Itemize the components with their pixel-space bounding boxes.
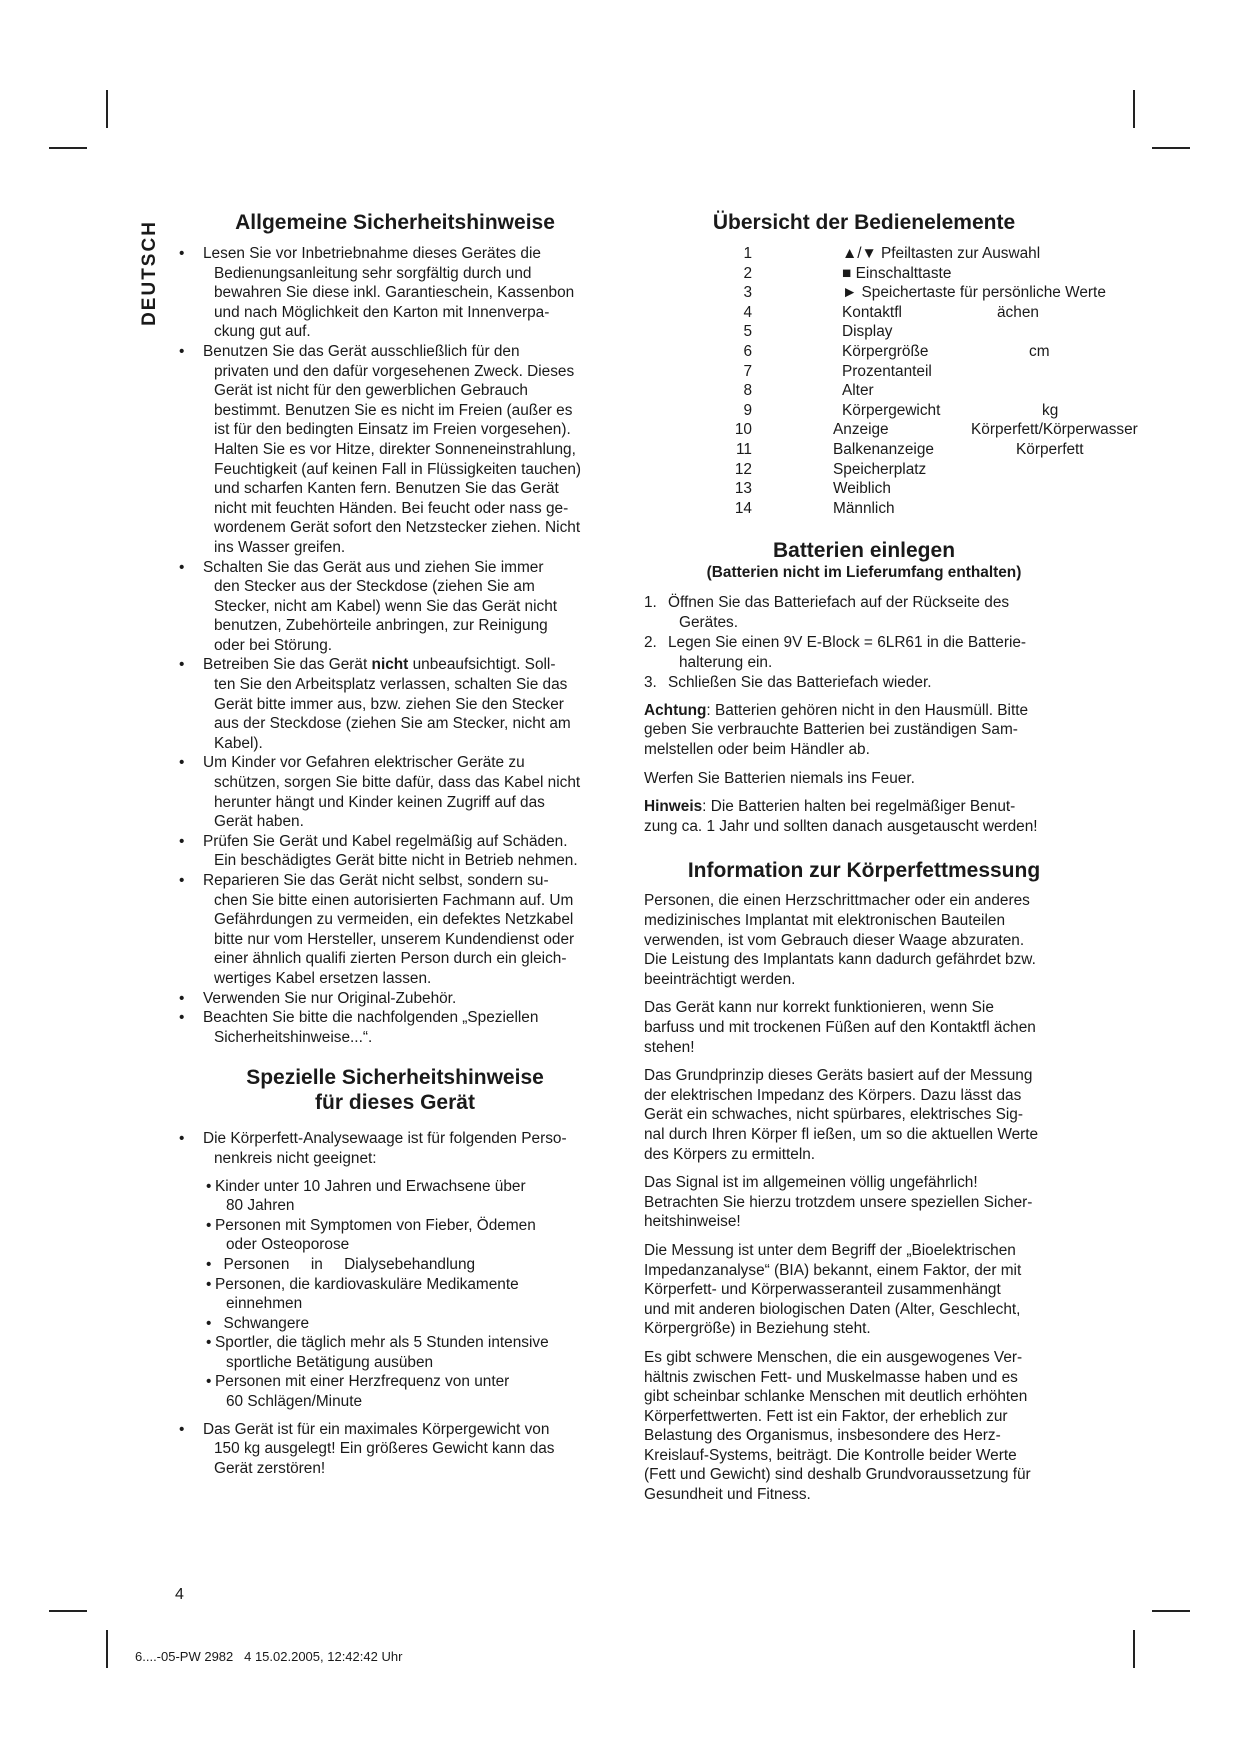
text-line bbox=[644, 740, 1084, 760]
list-item bbox=[175, 1177, 615, 1216]
list-item bbox=[175, 342, 615, 558]
row-label: Männlich bbox=[833, 499, 895, 517]
text-line: Feuchtigkeit (auf keinen Fall in Flüssigkeiten tauchen) bbox=[214, 460, 582, 478]
text-line: Körperfett- und Körperwasseranteil zusammenhängt bbox=[644, 1281, 1001, 1299]
text-line: Legen Sie einen 9V E-Block = 6LR61 in die Batterie- bbox=[668, 634, 1027, 652]
right-column bbox=[644, 210, 1138, 1514]
list-item bbox=[644, 593, 1084, 632]
row-label: Anzeige bbox=[833, 421, 889, 439]
battery-steps bbox=[644, 593, 1084, 693]
row-number: 12 bbox=[734, 460, 752, 478]
text-line: Gerät zerstören! bbox=[214, 1459, 326, 1477]
info-paragraph bbox=[644, 1066, 1084, 1164]
text-line: Halten Sie es vor Hitze, direkter Sonneneinstrahlung, bbox=[214, 440, 576, 458]
text-line: • Schwangere bbox=[215, 1314, 310, 1332]
row-extra: kg bbox=[1042, 401, 1059, 419]
text-line: verwenden, ist vom Gebrauch dieser Waage abzuraten. bbox=[644, 931, 1025, 949]
text-line: nenkreis nicht geeignet: bbox=[214, 1149, 377, 1167]
row-label: Alter bbox=[842, 382, 874, 400]
text-line: Kabel). bbox=[214, 734, 263, 752]
crop-mark bbox=[1152, 1610, 1190, 1612]
info-heading: Information zur Körperfettmessung bbox=[687, 859, 1041, 883]
list-item bbox=[175, 989, 615, 1009]
row-number: 4 bbox=[743, 303, 752, 321]
special-safety-list bbox=[175, 1129, 615, 1168]
crop-mark bbox=[1133, 90, 1135, 128]
text-line: • Personen in Dialysebehandlung bbox=[215, 1255, 476, 1273]
overview-row bbox=[644, 264, 1084, 284]
text-line: Sicherheitshinweise...“. bbox=[214, 1028, 373, 1046]
list-item bbox=[175, 1129, 615, 1168]
text-line: Gerät ein schwaches, nicht spürbares, elektrisches Sig- bbox=[644, 1106, 1023, 1124]
list-item bbox=[644, 673, 1084, 693]
batteries-subheading: (Batterien nicht im Lieferumfang enthalten) bbox=[706, 564, 1022, 582]
row-number: 1 bbox=[743, 245, 752, 262]
general-safety-heading: Allgemeine Sicherheitshinweise bbox=[235, 211, 555, 234]
text-line: des Körpers zu ermitteln. bbox=[644, 1145, 816, 1163]
left-column bbox=[175, 210, 615, 1478]
row-number: 8 bbox=[743, 382, 752, 400]
info-paragraph bbox=[644, 998, 1084, 1057]
text-line bbox=[644, 817, 1084, 837]
list-item bbox=[175, 558, 615, 656]
text-line: • Personen, die kardiovaskuläre Medikamente bbox=[215, 1275, 519, 1293]
list-item bbox=[175, 1333, 615, 1372]
crop-mark bbox=[49, 1610, 87, 1612]
overview-row bbox=[644, 342, 1084, 362]
list-item bbox=[175, 832, 615, 871]
text-fragment: : Die Batterien halten bei regelmäßiger Benut- bbox=[702, 798, 1016, 816]
text-line: Ein beschädigtes Gerät bitte nicht in Betrieb nehmen. bbox=[214, 852, 578, 870]
overview-row bbox=[644, 440, 1084, 460]
overview-row bbox=[644, 283, 1106, 303]
row-number: 13 bbox=[734, 480, 752, 498]
text-line: Schließen Sie das Batteriefach wieder. bbox=[668, 674, 932, 692]
text-line: Betrachten Sie hierzu trotzdem unsere speziellen Sicher- bbox=[644, 1193, 1033, 1211]
text-line: 80 Jahren bbox=[226, 1197, 295, 1215]
row-number: 7 bbox=[743, 362, 752, 380]
text-line: Gerätes. bbox=[679, 613, 739, 631]
text-fragment: geben Sie verbrauchte Batterien bei zuständigen Sam- bbox=[644, 721, 1018, 739]
print-footer: 6....-05-PW 2982 4 15.02.2005, 12:42:42 Uhr bbox=[135, 1649, 403, 1664]
text-line: beeinträchtigt werden. bbox=[644, 970, 796, 988]
text-line: Gerät haben. bbox=[214, 813, 304, 831]
batteries-heading: Batterien einlegen bbox=[772, 539, 956, 563]
text-line: oder Osteoporose bbox=[226, 1236, 350, 1254]
row-label: ■ Einschalttaste bbox=[842, 264, 952, 282]
text-line: und scharfen Kanten fern. Benutzen Sie das Gerät bbox=[214, 480, 559, 498]
row-extra: Körperfett/Körperwasser bbox=[971, 421, 1138, 439]
text-line: wordenem Gerät sofort den Netzstecker ziehen. Nicht bbox=[214, 519, 581, 537]
text-fragment: Betreiben Sie das Gerät bbox=[203, 656, 372, 674]
attention-note bbox=[644, 701, 1084, 760]
text-line: 150 kg ausgelegt! Ein größeres Gewicht kann das bbox=[214, 1440, 555, 1458]
list-item bbox=[175, 655, 615, 753]
list-item bbox=[175, 1008, 615, 1047]
page-number: 4 bbox=[175, 1586, 184, 1603]
text-line: • Sportler, die täglich mehr als 5 Stunden intensive bbox=[215, 1334, 549, 1352]
step-number: 1. bbox=[644, 593, 657, 611]
info-paragraph bbox=[644, 1348, 1084, 1505]
row-label: Körpergewicht bbox=[842, 401, 941, 419]
text-line: • Das Gerät ist für ein maximales Körpergewicht von bbox=[203, 1420, 550, 1438]
list-item bbox=[175, 1255, 615, 1275]
emphasis: nicht bbox=[371, 656, 409, 674]
text-line: privaten und den dafür vorgesehenen Zweck. Dieses bbox=[214, 362, 575, 380]
overview-row bbox=[644, 420, 1138, 440]
overview-row bbox=[644, 460, 1084, 480]
text-line: Gerät bitte immer aus, bzw. ziehen Sie den Stecker bbox=[214, 695, 564, 713]
row-label: Körpergröße bbox=[842, 342, 929, 360]
text-line: ist für den bedingten Einsatz im Freien vorgesehen). bbox=[214, 421, 571, 439]
list-item bbox=[175, 1314, 615, 1334]
text-line: • Um Kinder vor Gefahren elektrischer Geräte zu bbox=[203, 754, 525, 772]
row-extra: cm bbox=[1029, 342, 1050, 360]
row-label: ▲/▼ Pfeiltasten zur Auswahl bbox=[842, 245, 1041, 262]
text-line: barfuss und mit trockenen Füßen auf den Kontaktfl ächen bbox=[644, 1019, 1036, 1036]
special-heading-line: Spezielle Sicherheitshinweise bbox=[246, 1066, 544, 1090]
text-line: aus der Steckdose (ziehen Sie am Stecker, nicht am bbox=[214, 715, 571, 733]
text-line: (Fett und Gewicht) sind deshalb Grundvoraussetzung für bbox=[644, 1466, 1031, 1484]
language-label: DEUTSCH bbox=[139, 220, 160, 326]
text-line: stehen! bbox=[644, 1038, 695, 1056]
language-tab bbox=[135, 213, 165, 333]
text-fragment: unbeaufsichtigt. Soll- bbox=[408, 656, 556, 674]
overview-row bbox=[644, 381, 1084, 401]
overview-row bbox=[644, 244, 1084, 264]
text-line: oder bei Störung. bbox=[214, 636, 333, 654]
overview-heading: Übersicht der Bedienelemente bbox=[712, 211, 1016, 234]
note-label: Achtung bbox=[644, 701, 707, 719]
text-line: sportliche Betätigung ausüben bbox=[226, 1353, 434, 1371]
text-line: benutzen, Zubehörteile anbringen, zur Reinigung bbox=[214, 617, 548, 635]
info-paragraph bbox=[644, 1173, 1084, 1232]
list-item bbox=[175, 244, 615, 342]
text-line: einnehmen bbox=[226, 1295, 303, 1313]
text-line: heitshinweise! bbox=[644, 1213, 741, 1231]
unsuitable-persons-list bbox=[175, 1177, 615, 1412]
overview-row bbox=[644, 362, 1084, 382]
row-number: 5 bbox=[743, 323, 752, 341]
text-line: ten Sie den Arbeitsplatz verlassen, schalten Sie das bbox=[214, 676, 568, 694]
overview-row bbox=[644, 303, 1084, 323]
text-line: ckung gut auf. bbox=[214, 323, 311, 341]
text-line bbox=[644, 720, 1084, 740]
row-number: 11 bbox=[736, 440, 752, 458]
crop-mark bbox=[49, 147, 87, 149]
text-line: und nach Möglichkeit den Karton mit Innenverpa- bbox=[214, 303, 550, 321]
list-item bbox=[175, 1420, 615, 1479]
text-line: nal durch Ihren Körper fl ießen, um so die aktuellen Werte bbox=[644, 1125, 1039, 1143]
text-line: Gesundheit und Fitness. bbox=[644, 1486, 811, 1504]
text-line: nicht mit feuchten Händen. Bei feucht oder nass ge- bbox=[214, 499, 569, 517]
row-label: Display bbox=[842, 323, 893, 341]
list-item bbox=[175, 753, 615, 831]
text-line: Körperfettwerten. Fett ist ein Faktor, der erheblich zur bbox=[644, 1407, 1008, 1425]
text-line: medizinisches Implantat mit elektronischen Bauteilen bbox=[644, 912, 1006, 930]
row-label: Balkenanzeige bbox=[833, 440, 934, 458]
text-line: ins Wasser greifen. bbox=[214, 538, 346, 556]
text-line: • Beachten Sie bitte die nachfolgenden „Speziellen bbox=[203, 1009, 539, 1027]
list-item bbox=[175, 1216, 615, 1255]
row-extra: ächen bbox=[997, 303, 1039, 321]
special-safety-list-final bbox=[175, 1420, 615, 1479]
row-label: ► Speichertaste für persönliche Werte bbox=[842, 284, 1106, 302]
overview-row bbox=[644, 499, 1084, 519]
list-item bbox=[175, 1372, 615, 1411]
text-line: Das Gerät kann nur korrekt funktionieren, wenn Sie bbox=[644, 999, 994, 1017]
text-line: • Schalten Sie das Gerät aus und ziehen Sie immer bbox=[203, 558, 544, 576]
text-line: Kreislauf-Systems, beiträgt. Die Kontrolle beider Werte bbox=[644, 1446, 1017, 1464]
text-line: • Lesen Sie vor Inbetriebnahme dieses Gerätes die bbox=[203, 245, 541, 262]
text-line: • Die Körperfett-Analysewaage ist für folgenden Perso- bbox=[203, 1130, 567, 1148]
text-line: Personen, die einen Herzschrittmacher oder ein anderes bbox=[644, 892, 1030, 910]
row-number: 6 bbox=[743, 342, 752, 360]
text-fragment: melstellen oder beim Händler ab. bbox=[644, 741, 870, 759]
text-line: schützen, sorgen Sie bitte dafür, dass das Kabel nicht bbox=[214, 774, 581, 792]
crop-mark bbox=[106, 1630, 108, 1668]
hint-note bbox=[644, 797, 1084, 836]
text-line: Belastung des Organismus, insbesondere des Herz- bbox=[644, 1427, 1001, 1445]
text-line: Stecker, nicht am Kabel) wenn Sie das Gerät nicht bbox=[214, 597, 558, 615]
general-safety-list bbox=[175, 244, 615, 1047]
text-line: bewahren Sie diese inkl. Garantieschein, Kassenbon bbox=[214, 284, 575, 302]
note-label: Hinweis bbox=[644, 798, 703, 816]
row-label: Prozentanteil bbox=[842, 362, 932, 380]
list-item bbox=[644, 633, 1084, 672]
text-line: den Stecker aus der Steckdose (ziehen Sie am bbox=[214, 578, 535, 596]
text-line: bestimmt. Benutzen Sie es nicht im Freien (außer es bbox=[214, 401, 573, 419]
overview-row bbox=[644, 322, 1084, 342]
text-line: Die Leistung des Implantats kann dadurch gefährdet bzw. bbox=[644, 951, 1036, 969]
text-line: hältnis zwischen Fett- und Muskelmasse haben und es bbox=[644, 1368, 1018, 1386]
overview-row bbox=[644, 479, 1084, 499]
text-line: chen Sie bitte einen autorisierten Fachmann auf. Um bbox=[214, 891, 574, 909]
step-number: 2. bbox=[644, 634, 657, 652]
text-line: • Prüfen Sie Gerät und Kabel regelmäßig auf Schäden. bbox=[203, 832, 568, 850]
text-line: • Personen mit einer Herzfrequenz von unter bbox=[215, 1373, 510, 1391]
row-label: Kontaktfl bbox=[842, 303, 902, 321]
crop-mark bbox=[106, 90, 108, 128]
crop-mark bbox=[1133, 1630, 1135, 1668]
text-line: gibt scheinbar schlanke Menschen mit deutlich erhöhten bbox=[644, 1388, 1028, 1406]
text-line: Impedanzanalyse“ (BIA) bekannt, einem Faktor, der mit bbox=[644, 1261, 1022, 1279]
special-heading-line: für dieses Gerät bbox=[315, 1091, 475, 1115]
text-line: halterung ein. bbox=[679, 653, 773, 671]
row-label: Speicherplatz bbox=[833, 460, 927, 478]
text-line: Das Grundprinzip dieses Geräts basiert auf der Messung bbox=[644, 1067, 1033, 1085]
text-line: 60 Schlägen/Minute bbox=[226, 1393, 363, 1411]
text-line: Körpergröße) in Beziehung steht. bbox=[644, 1320, 871, 1338]
overview-row bbox=[644, 401, 1084, 421]
text-line: • Verwenden Sie nur Original-Zubehör. bbox=[203, 989, 457, 1007]
text-line: • Benutzen Sie das Gerät ausschließlich für den bbox=[203, 342, 520, 360]
text-line: herunter hängt und Kinder keinen Zugriff auf das bbox=[214, 793, 545, 811]
text-line: • Personen mit Symptomen von Fieber, Ödemen bbox=[215, 1216, 536, 1234]
row-extra: Körperfett bbox=[1016, 440, 1084, 458]
row-number: 9 bbox=[743, 401, 752, 419]
text-line bbox=[203, 656, 555, 673]
text-line: Bedienungsanleitung sehr sorgfältig durch und bbox=[214, 264, 532, 282]
text-line: bitte nur vom Hersteller, unserem Kundendienst oder bbox=[214, 930, 575, 948]
row-number: 14 bbox=[734, 499, 752, 517]
text-line bbox=[644, 701, 1084, 721]
special-safety-heading bbox=[175, 1065, 615, 1115]
list-item bbox=[175, 871, 615, 989]
fire-warning: Werfen Sie Batterien niemals ins Feuer. bbox=[644, 769, 915, 787]
text-line: Gerät ist nicht für den gewerblichen Gebrauch bbox=[214, 382, 528, 400]
controls-overview-table bbox=[644, 244, 1138, 518]
row-number: 2 bbox=[743, 264, 752, 282]
text-fragment: zung ca. 1 Jahr und sollten danach ausgetauscht werden! bbox=[644, 817, 1038, 835]
step-number: 3. bbox=[644, 674, 657, 692]
text-line: und mit anderen biologischen Daten (Alter, Geschlecht, bbox=[644, 1300, 1021, 1318]
text-line bbox=[644, 797, 1084, 817]
text-line: Es gibt schwere Menschen, die ein ausgewogenes Ver- bbox=[644, 1348, 1023, 1366]
text-line: wertiges Kabel ersetzen lassen. bbox=[214, 969, 432, 987]
row-number: 3 bbox=[743, 284, 752, 302]
info-paragraph bbox=[644, 1241, 1084, 1339]
text-line: Gefährdungen zu vermeiden, ein defektes Netzkabel bbox=[214, 911, 574, 929]
info-paragraph bbox=[644, 891, 1084, 989]
row-label: Weiblich bbox=[833, 480, 891, 498]
text-line: Das Signal ist im allgemeinen völlig ungefährlich! bbox=[644, 1174, 978, 1192]
row-number: 10 bbox=[734, 421, 752, 439]
text-line: Die Messung ist unter dem Begriff der „Bioelektrischen bbox=[644, 1241, 1016, 1259]
text-line: der elektrischen Impedanz des Körpers. Dazu lässt das bbox=[644, 1086, 1022, 1104]
crop-mark bbox=[1152, 147, 1190, 149]
text-fragment: : Batterien gehören nicht in den Hausmüll. Bitte bbox=[706, 701, 1029, 719]
info-body bbox=[644, 891, 1084, 1504]
text-line: • Kinder unter 10 Jahren und Erwachsene über bbox=[215, 1177, 526, 1195]
list-item bbox=[175, 1275, 615, 1314]
text-line: einer ähnlich qualifi zierten Person durch ein gleich- bbox=[214, 950, 567, 968]
text-line: • Reparieren Sie das Gerät nicht selbst, sondern su- bbox=[203, 872, 549, 889]
text-line: Öffnen Sie das Batteriefach auf der Rückseite des bbox=[668, 593, 1010, 611]
